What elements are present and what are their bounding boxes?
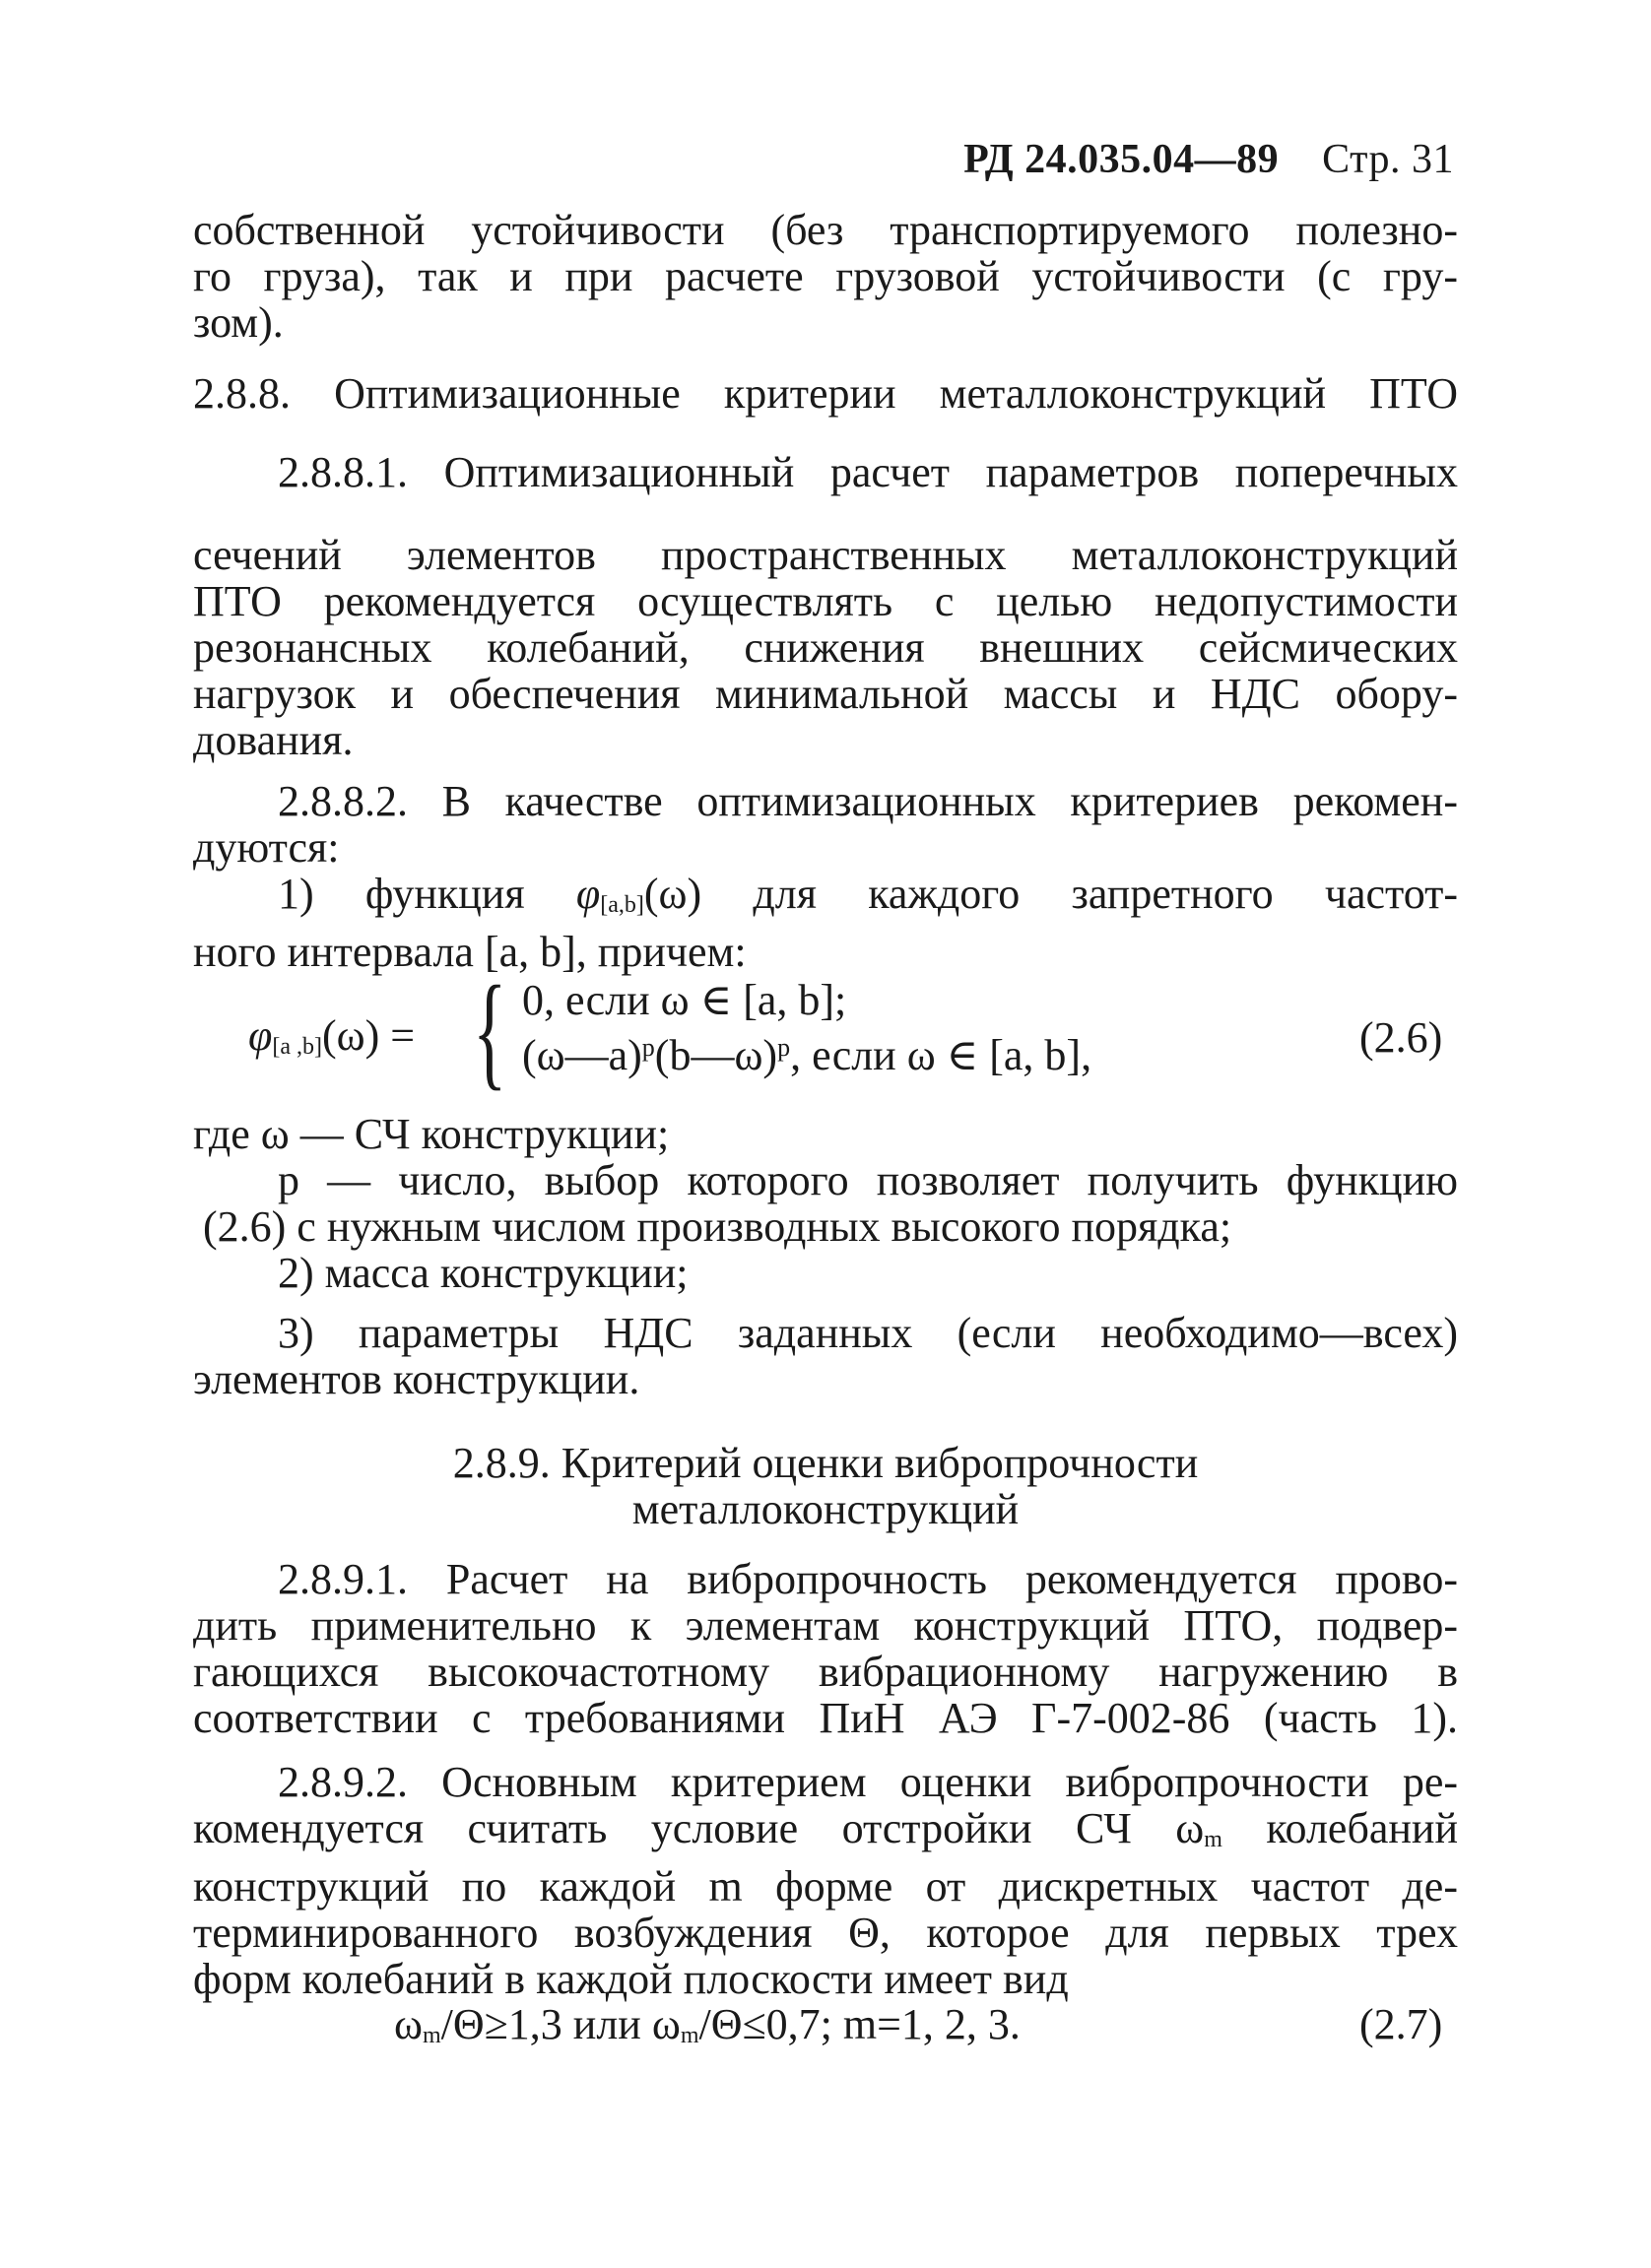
- formula-case-1: 0, если ω ∈ [a, b];: [522, 976, 847, 1024]
- phi-argument: (ω): [643, 870, 702, 918]
- text-span: колебаний: [1222, 1804, 1459, 1852]
- text-line: го груза), так и при расчете грузовой устойчивости (с гру-: [193, 252, 1458, 300]
- text-span: /Θ≤0,7; m=1, 2, 3.: [698, 2000, 1021, 2048]
- text-line: [193, 1805, 1458, 1863]
- text-line: дуются:: [193, 823, 340, 872]
- text-line: p — число, выбор которого позволяет получить функцию: [278, 1156, 1458, 1204]
- text-line: ПТО рекомендуется осуществлять с целью недопустимости: [193, 577, 1458, 625]
- text-span: для каждого запретного частот-: [753, 870, 1458, 918]
- intro-paragraph: [193, 207, 1458, 346]
- text-line: собственной устойчивости (без транспортируемого полезно-: [193, 206, 1458, 254]
- phi-symbol: φ: [248, 1011, 273, 1060]
- page-number: Стр. 31: [1322, 137, 1454, 182]
- text-line: дования.: [193, 716, 354, 764]
- heading-text: 2.8.8. Оптимизационные критерии металлоконструкций ПТО: [193, 369, 1458, 418]
- text-line: элементов конструкции.: [193, 1355, 640, 1403]
- text-span: комендуется считать условие отстройки СЧ ω: [193, 1804, 1205, 1852]
- phi-subscript: [a ,b]: [272, 1034, 322, 1060]
- text-line: ного интервала [a, b], причем:: [193, 928, 747, 976]
- formula-case-2: [522, 1030, 1091, 1080]
- equation-number: (2.6): [1359, 1013, 1443, 1062]
- text-span: , если ω ∈ [a, b],: [790, 1031, 1092, 1079]
- text-line: нагрузок и обеспечения минимальной массы и НДС обору-: [193, 670, 1458, 718]
- paragraph-2-8-8-2: [193, 778, 1458, 975]
- text-line: 2.8.9.2. Основным критерием оценки вибропрочности ре-: [278, 1758, 1458, 1806]
- text-line: зом).: [193, 298, 284, 347]
- formula-lhs: [248, 1010, 415, 1061]
- omega-symbol: ω: [394, 2000, 423, 2048]
- paragraph-2-8-8-1: [193, 449, 1458, 495]
- section-heading-2-8-8: [193, 370, 1458, 417]
- text-line: 2.8.8.2. В качестве оптимизационных критериев рекомен-: [278, 777, 1458, 825]
- text-span: 1) функция: [278, 870, 525, 918]
- text-line: 2.8.9.1. Расчет на вибропрочность рекомендуется прово-: [278, 1555, 1458, 1603]
- text-line: соответствии с требованиями ПиН АЭ Г-7-002-86 (часть 1).: [193, 1694, 1458, 1742]
- text-line: где ω — СЧ конструкции;: [193, 1110, 670, 1158]
- text-line: терминированного возбуждения Θ, которое для первых трех: [193, 1909, 1458, 1957]
- text-line: 2.8.8.1. Оптимизационный расчет параметров поперечных: [278, 448, 1458, 496]
- text-line: 2) масса конструкции;: [278, 1249, 689, 1297]
- text-line: конструкций по каждой m форме от дискретных частот де-: [193, 1862, 1458, 1911]
- section-heading-2-8-9: [193, 1440, 1458, 1532]
- phi-argument: (ω) =: [321, 1011, 416, 1060]
- phi-subscript: [a,b]: [600, 892, 644, 918]
- heading-text: 2.8.9. Критерий оценки вибропрочности: [452, 1439, 1199, 1487]
- text-span: (ω—a): [522, 1031, 642, 1079]
- text-line: сечений элементов пространственных металлоконструкций: [193, 531, 1458, 579]
- text-span: (b—ω): [654, 1031, 778, 1079]
- phi-symbol: φ: [575, 870, 601, 918]
- where-paragraph: [193, 1111, 1458, 1296]
- exponent: p: [641, 1033, 655, 1062]
- exponent: p: [777, 1033, 791, 1062]
- text-line: дить применительно к элементам конструкций ПТО, подвер-: [193, 1601, 1458, 1650]
- text-line: форм колебаний в каждой плоскости имеет вид: [193, 1955, 1069, 2003]
- subscript: m: [422, 2023, 441, 2048]
- text-line: (2.6) с нужным числом производных высокого порядка;: [203, 1202, 1232, 1251]
- subscript: m: [680, 2023, 699, 2048]
- page-header: [963, 136, 1454, 183]
- list-item-3: [193, 1310, 1458, 1402]
- doc-id: РД 24.035.04—89: [963, 137, 1280, 182]
- text-line: резонансных колебаний, снижения внешних сейсмических: [193, 623, 1458, 672]
- paragraph-2-8-8-1-body: [193, 532, 1458, 763]
- text-span: /Θ≥1,3 или ω: [440, 2000, 681, 2048]
- text-line: 3) параметры НДС заданных (если необходимо—всех): [278, 1309, 1458, 1357]
- text-line: [193, 871, 1458, 929]
- heading-text: металлоконструкций: [631, 1485, 1020, 1533]
- subscript: m: [1204, 1827, 1222, 1852]
- paragraph-2-8-9-1: [193, 1556, 1458, 1741]
- paragraph-2-8-9-2: [193, 1759, 1458, 2002]
- equation-number: (2.7): [1359, 2000, 1443, 2048]
- brace-symbol: {: [473, 960, 507, 1102]
- text-line: гающихся высокочастотному вибрационному нагружению в: [193, 1648, 1458, 1696]
- formula-body: [394, 1999, 1021, 2049]
